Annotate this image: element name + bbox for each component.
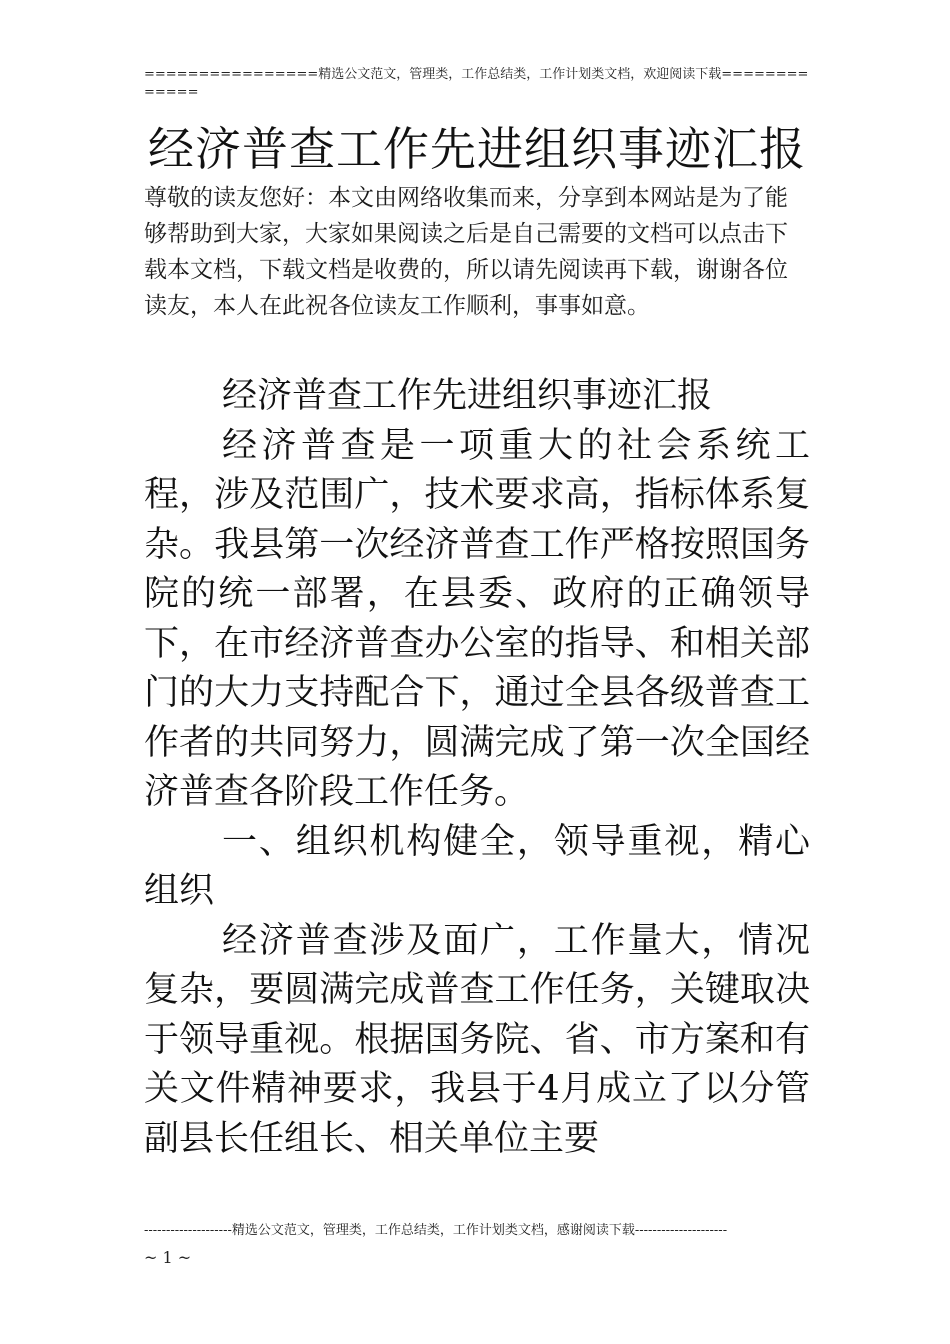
body-paragraph: 经济普查涉及面广，工作量大，情况复杂，要圆满完成普查工作任务，关键取决于领导重视。根据国务院、省、市方案和有关文件精神要求，我县于4月成立了以分管副县长任组长、相关单位主要 xyxy=(144,920,810,1159)
document-title: 经济普查工作先进组织事迹汇报 xyxy=(148,122,806,176)
document-body xyxy=(144,372,810,1164)
body-paragraph: 经济普查是一项重大的社会系统工程，涉及范围广，技术要求高，指标体系复杂。我县第一次经济普查工作严格按照国务院的统一部署，在县委、政府的正确领导下，在市经济普查办公室的指导、和相关部门的大力支持配合下，通过全县各级普查工作者的共同努力，圆满完成了第一次全国经济普查各阶段工作任务。 xyxy=(144,425,810,812)
body-heading: 经济普查工作先进组织事迹汇报 xyxy=(222,376,713,416)
header-banner: ================精选公文范文，管理类，工作总结类，工作计划类文档，欢迎阅读下载============= xyxy=(144,67,809,100)
reader-notice: 尊敬的读友您好：本文由网络收集而来，分享到本网站是为了能够帮助到大家，大家如果阅读之后是自己需要的文档可以点击下载本文档，下载文档是收费的，所以请先阅读再下载，谢谢各位读友，本人在此祝各位读友工作顺利，事事如意。 xyxy=(144,185,788,319)
section-heading: 一、组织机构健全，领导重视，精心组织 xyxy=(144,821,810,911)
page-number: ~ 1 ~ xyxy=(144,1248,192,1267)
footer-banner: --------------------精选公文范文，管理类，工作总结类，工作计划类文档，感谢阅读下载--------------------- xyxy=(144,1223,728,1238)
